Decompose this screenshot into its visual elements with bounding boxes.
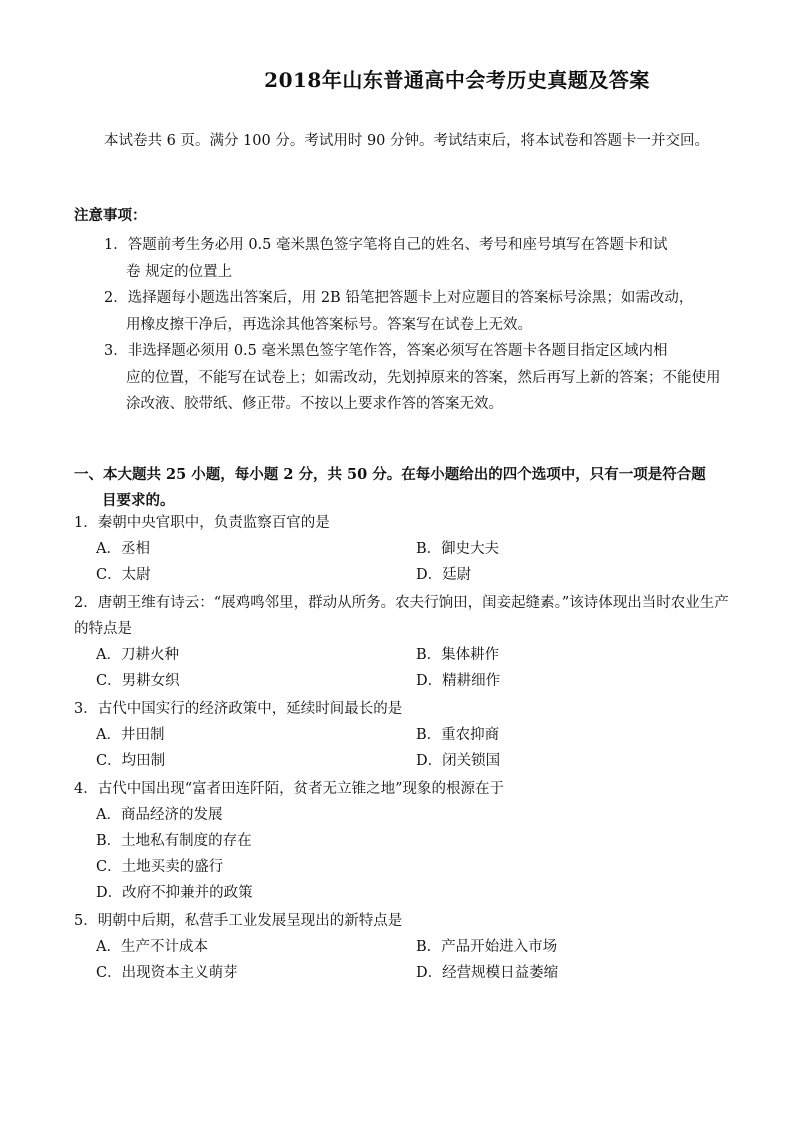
option-a: A．丞相 xyxy=(96,541,150,557)
question-4 xyxy=(74,776,734,906)
option-b: B．产品开始进入市场 xyxy=(416,939,558,955)
option-a: A．生产不计成本 xyxy=(96,939,208,955)
question-options xyxy=(74,642,734,694)
option-c: C．均田制 xyxy=(96,753,166,769)
notice-item-continuation: 卷 规定的位置上 xyxy=(126,263,233,280)
question-list xyxy=(74,510,734,988)
option-c: C．男耕女织 xyxy=(96,673,180,689)
option-a: A．井田制 xyxy=(96,727,165,743)
intro-paragraph: 本试卷共 6 页。满分 100 分。考试用时 90 分钟。考试结束后，将本试卷和答题卡一并交回。 xyxy=(104,133,710,149)
question-stem: 5．明朝中后期，私营手工业发展呈现出的新特点是 xyxy=(74,913,403,929)
question-stem: 1．秦朝中央官职中，负责监察百官的是 xyxy=(74,515,330,531)
question-options xyxy=(74,934,734,986)
question-options xyxy=(74,802,734,906)
notice-item-continuation: 应的位置，不能写在试卷上；如需改动，先划掉原来的答案，然后再写上新的答案；不能使用涂改液、胶带纸、修正带。不按以上要求作答的答案无效。 xyxy=(126,369,721,412)
question-options xyxy=(74,722,734,774)
question-stem: 3．古代中国实行的经济政策中，延续时间最长的是 xyxy=(74,701,403,717)
page-title: 2018年山东普通高中会考历史真题及答案 xyxy=(264,68,650,92)
option-d: D．精耕细作 xyxy=(416,673,501,689)
question-stem: 4．古代中国出现“富者田连阡陌，贫者无立锥之地”现象的根源在于 xyxy=(74,781,505,797)
notice-item-1 xyxy=(104,232,730,285)
option-d: D．廷尉 xyxy=(416,567,472,583)
option-d: D．闭关锁国 xyxy=(416,753,501,769)
notice-item-text: 1．答题前考生务必用 0.5 毫米黑色签字笔将自己的姓名、考号和座号填写在答题卡和试 xyxy=(104,237,668,253)
option-c: C．太尉 xyxy=(96,567,151,583)
notice-heading: 注意事项： xyxy=(74,207,147,224)
question-1 xyxy=(74,510,734,588)
section-heading-continuation: 目要求的。 xyxy=(102,492,175,509)
option-d: D．经营规模日益萎缩 xyxy=(416,965,559,981)
question-options xyxy=(74,536,734,588)
question-5 xyxy=(74,908,734,986)
option-b: B．重农抑商 xyxy=(416,727,500,743)
notice-item-continuation: 用橡皮擦干净后，再选涂其他答案标号。答案写在试卷上无效。 xyxy=(126,316,532,333)
question-stem: 2．唐朝王维有诗云：“展鸡鸣邻里，群动从所务。农夫行饷田，闺妾起缝素。”该诗体现出当时农业生产的特点是 xyxy=(74,595,729,637)
option-c: C．出现资本主义萌芽 xyxy=(96,965,238,981)
option-b: B．集体耕作 xyxy=(416,647,500,663)
notice-item-text: 3．非选择题必须用 0.5 毫米黑色签字笔作答，答案必须写在答题卡各题目指定区域内相 xyxy=(104,343,668,359)
notice-item-3 xyxy=(104,338,730,418)
option-b: B．御史大夫 xyxy=(416,541,500,557)
notice-list xyxy=(104,232,730,418)
question-2 xyxy=(74,590,734,694)
section-heading xyxy=(74,462,734,514)
section-heading-text: 一、本大题共 25 小题，每小题 2 分，共 50 分。在每小题给出的四个选项中，只有一项是符合题 xyxy=(74,466,706,483)
option-c: C．土地买卖的盛行 xyxy=(96,859,224,875)
option-b: B．土地私有制度的存在 xyxy=(96,833,252,849)
question-3 xyxy=(74,696,734,774)
notice-item-text: 2．选择题每小题选出答案后，用 2B 铅笔把答题卡上对应题目的答案标号涂黑；如需改动， xyxy=(104,290,694,306)
option-a: A．刀耕火种 xyxy=(96,647,179,663)
option-d: D．改府不抑兼并的政策 xyxy=(96,885,253,901)
notice-item-2 xyxy=(104,285,730,338)
option-a: A．商品经济的发展 xyxy=(96,807,223,823)
